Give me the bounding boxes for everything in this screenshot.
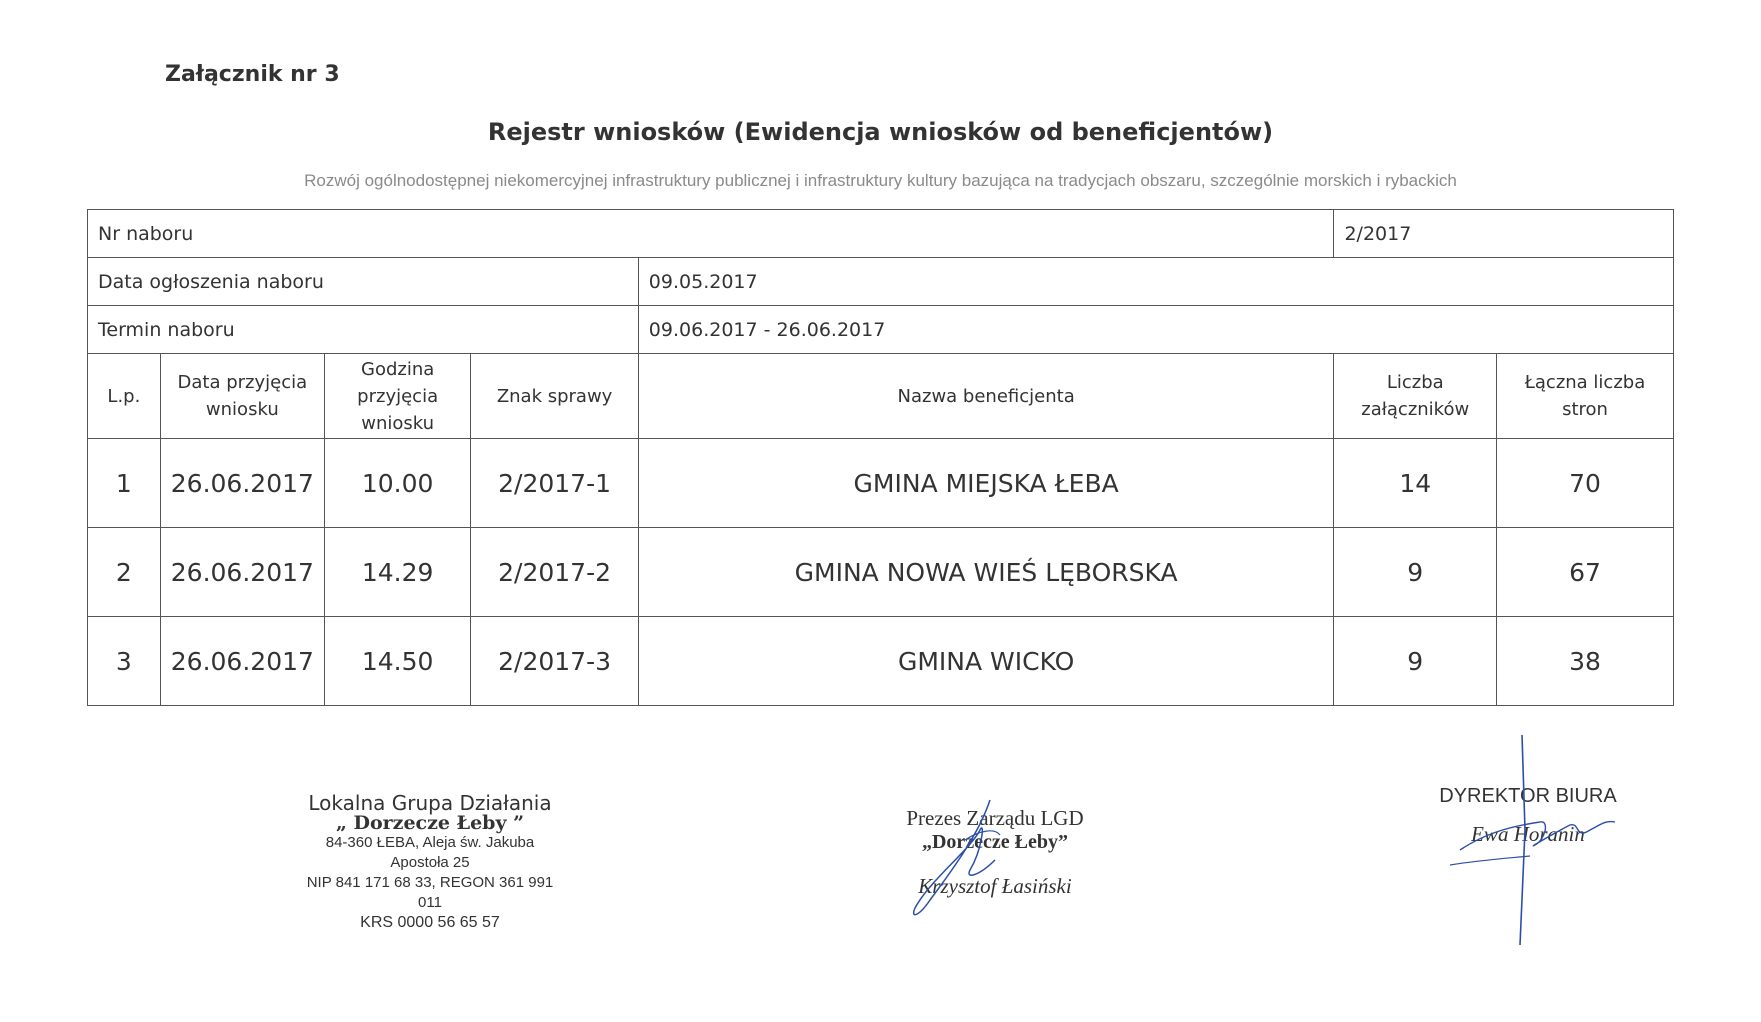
president-title: Prezes Zarządu LGD [906, 806, 1084, 830]
info-value: 2/2017 [1334, 210, 1674, 258]
table-row [88, 439, 1674, 528]
cell-case: 2/2017-1 [471, 439, 638, 528]
cell-lp: 1 [88, 439, 161, 528]
stamp-line-nip-regon: NIP 841 171 68 33, REGON 361 991 011 [306, 874, 554, 911]
info-label: Data ogłoszenia naboru [88, 258, 639, 306]
info-row-recruitment-term [88, 306, 1674, 354]
info-value: 09.06.2017 - 26.06.2017 [638, 306, 1673, 354]
cell-hour: 14.29 [324, 528, 470, 617]
cell-pages: 67 [1497, 528, 1674, 617]
director-signature [1430, 730, 1630, 950]
cell-lp: 3 [88, 617, 161, 706]
attachment-label: Załącznik nr 3 [165, 62, 340, 87]
stamp-line-org: Lokalna Grupa Działania [308, 791, 552, 815]
cell-pages: 70 [1497, 439, 1674, 528]
president-name: Krzysztof Łasiński [918, 874, 1072, 898]
stamp-line-name: „ Dorzecze Łeby ” [335, 812, 525, 834]
cell-pages: 38 [1497, 617, 1674, 706]
column-header-pages: Łączna liczba stron [1497, 354, 1674, 439]
president-signature [870, 790, 1070, 930]
info-label: Nr naboru [88, 210, 1334, 258]
table-header-row [88, 354, 1674, 439]
cell-attachments: 9 [1334, 528, 1497, 617]
cell-beneficiary: GMINA WICKO [638, 617, 1334, 706]
table-row [88, 617, 1674, 706]
column-header-beneficiary: Nazwa beneficjenta [638, 354, 1334, 439]
cell-attachments: 9 [1334, 617, 1497, 706]
cell-case: 2/2017-3 [471, 617, 638, 706]
cell-date: 26.06.2017 [160, 617, 324, 706]
cell-beneficiary: GMINA NOWA WIEŚ LĘBORSKA [638, 528, 1334, 617]
info-row-recruitment-number [88, 210, 1674, 258]
document-title: Rejestr wniosków (Ewidencja wniosków od beneficjentów) [487, 118, 1274, 146]
column-header-attachments: Liczba załączników [1334, 354, 1497, 439]
stamp-line-address: 84-360 ŁEBA, Aleja św. Jakuba Apostoła 25 [325, 834, 535, 871]
cell-hour: 14.50 [324, 617, 470, 706]
president-org: „Dorzecze Łeby” [921, 831, 1069, 853]
info-row-announcement-date [88, 258, 1674, 306]
column-header-case: Znak sprawy [471, 354, 638, 439]
cell-lp: 2 [88, 528, 161, 617]
cell-date: 26.06.2017 [160, 439, 324, 528]
register-table [87, 209, 1674, 706]
info-label: Termin naboru [88, 306, 639, 354]
cell-hour: 10.00 [324, 439, 470, 528]
stamp-line-krs: KRS 0000 56 65 57 [360, 914, 500, 931]
column-header-hour: Godzina przyjęcia wniosku [324, 354, 470, 439]
document-subtitle: Rozwój ogólnodostępnej niekomercyjnej infrastruktury publicznej i infrastruktury kultury bazująca na tradycjach obszaru, szczególnie morskich i rybackich [304, 171, 1457, 190]
cell-date: 26.06.2017 [160, 528, 324, 617]
column-header-lp: L.p. [88, 354, 161, 439]
director-name: Ewa Horanin [1471, 822, 1585, 846]
director-title: DYREKTOR BIURA [1439, 785, 1617, 807]
info-value: 09.05.2017 [638, 258, 1673, 306]
lgd-stamp [295, 793, 565, 933]
cell-beneficiary: GMINA MIEJSKA ŁEBA [638, 439, 1334, 528]
table-row [88, 528, 1674, 617]
cell-attachments: 14 [1334, 439, 1497, 528]
column-header-date: Data przyjęcia wniosku [160, 354, 324, 439]
cell-case: 2/2017-2 [471, 528, 638, 617]
